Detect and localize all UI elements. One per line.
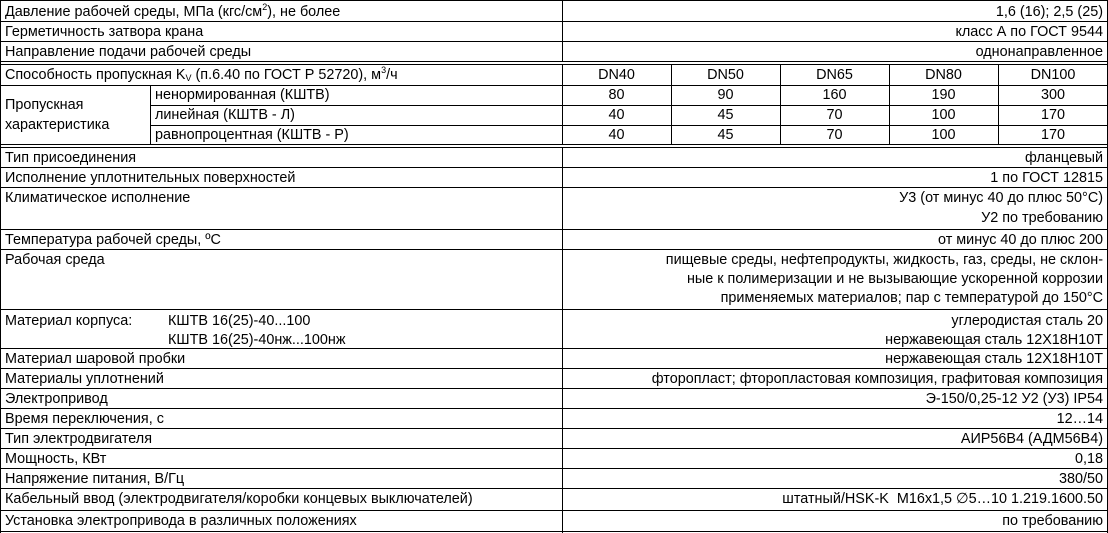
pressure-label: Давление рабочей среды, МПа $(кгс/см^2)$, не более (5, 2, 341, 20)
power-label: Мощность, КВт (5, 451, 107, 467)
table-rule (0, 187, 1108, 188)
table-rule (0, 61, 1108, 62)
kv-value: 100 (931, 107, 956, 123)
cable-entry-value: штатный/HSK-K M16x1,5 ∅5…10 1.219.1600.50 (782, 491, 1103, 507)
medium-value: ные к полимеризации и не вызывающие ускоренной коррозии (686, 271, 1103, 287)
pressure-value: 1,6 (16); 2,5 (25) (995, 4, 1103, 20)
table-rule (0, 147, 1108, 148)
table-rule (671, 64, 672, 145)
table-rule (150, 85, 151, 145)
sealing-surfaces-label: Исполнение уплотнительных поверхностей (5, 170, 296, 186)
kv-value: 100 (931, 127, 956, 143)
table-rule (0, 21, 1108, 22)
table-rule (0, 531, 1108, 532)
voltage-value: 380/50 (1058, 471, 1103, 487)
tightness-label: Герметичность затвора крана (5, 24, 204, 40)
kv-value: 70 (826, 107, 843, 123)
table-rule (0, 428, 1108, 429)
kv-value: 80 (608, 87, 625, 103)
kv-value: 70 (826, 127, 843, 143)
table-rule (0, 229, 1108, 230)
table-rule (0, 348, 1108, 349)
motor-type-value: АИР56В4 (АДМ56В4) (960, 431, 1103, 447)
table-rule (0, 488, 1108, 489)
table-rule (889, 64, 890, 145)
characteristic-label: Пропускная характеристика (5, 97, 110, 133)
power-value: 0,18 (1074, 451, 1103, 467)
table-rule (0, 249, 1108, 250)
table-rule (998, 64, 999, 145)
medium-value: пищевые среды, нефтепродукты, жидкость, газ, среды, не склон- (665, 252, 1103, 268)
body-material-model: КШТВ 16(25)-40...100 (168, 313, 311, 329)
table-rule (0, 309, 1108, 310)
connection-value: фланцевый (1025, 150, 1103, 166)
table-rule (0, 388, 1108, 389)
dn-header: DN65 (816, 67, 853, 83)
medium-value: применяемых материалов; пар с температурой до 150°С (720, 290, 1103, 306)
kv-value: 40 (608, 127, 625, 143)
characteristic-type-label: линейная (КШТВ - Л) (155, 107, 295, 123)
table-rule (562, 147, 563, 533)
characteristic-type-label: ненормированная (КШТВ) (155, 87, 330, 103)
kv-value: 40 (608, 107, 625, 123)
kv-value: 45 (717, 107, 734, 123)
kv-value: 170 (1040, 107, 1065, 123)
characteristic-type-label: равнопроцентная (КШТВ - Р) (155, 127, 349, 143)
table-rule (562, 0, 563, 62)
table-rule (780, 64, 781, 145)
temperature-value: от минус 40 до плюс 200 (938, 232, 1103, 248)
dn-header: DN100 (1030, 67, 1076, 83)
climatic-label: Климатическое исполнение (5, 190, 191, 206)
table-rule (0, 408, 1108, 409)
motor-type-label: Тип электродвигателя (5, 431, 152, 447)
table-rule (150, 105, 1108, 106)
climatic-value: У3 (от минус 40 до плюс 50°С) (899, 190, 1103, 206)
kv-value: 160 (822, 87, 847, 103)
table-rule (0, 368, 1108, 369)
connection-label: Тип присоединения (5, 150, 137, 166)
actuator-label: Электропривод (5, 391, 108, 407)
kv-value: 90 (717, 87, 734, 103)
table-rule (0, 144, 1108, 145)
body-material-label: Материал корпуса: (5, 313, 133, 329)
table-rule (0, 64, 1108, 65)
table-rule (562, 64, 563, 145)
table-rule (0, 448, 1108, 449)
sealing-surfaces-value: 1 по ГОСТ 12815 (990, 170, 1103, 186)
dn-header: DN80 (925, 67, 962, 83)
seal-materials-value: фторопласт; фторопластовая композиция, графитовая композиция (651, 371, 1103, 387)
table-rule (0, 0, 1, 533)
kv-value: 300 (1040, 87, 1065, 103)
table-rule (0, 167, 1108, 168)
dn-header: DN50 (707, 67, 744, 83)
positions-value: по требованию (1002, 513, 1103, 529)
kv-value: 190 (931, 87, 956, 103)
climatic-value: У2 по требованию (981, 210, 1103, 226)
body-material-value: углеродистая сталь 20 (951, 313, 1103, 329)
positions-label: Установка электропривода в различных положениях (5, 513, 357, 529)
seal-materials-label: Материалы уплотнений (5, 371, 164, 387)
table-rule (0, 510, 1108, 511)
switch-time-value: 12…14 (1056, 411, 1103, 427)
table-rule (0, 41, 1108, 42)
kv-value: 170 (1040, 127, 1065, 143)
tightness-value: класс А по ГОСТ 9544 (955, 24, 1103, 40)
table-rule (0, 85, 1108, 86)
table-rule (0, 0, 1108, 1)
table-rule (0, 468, 1108, 469)
ball-material-value: нержавеющая сталь 12Х18Н10Т (885, 351, 1103, 367)
capacity-label: Способность пропускная $K_V$ (п.6.40 по ГОСТ Р 52720), $м^3/ч$ (5, 65, 398, 83)
body-material-model: КШТВ 16(25)-40нж...100нж (168, 332, 346, 348)
temperature-label: Температура рабочей среды, ºС (5, 232, 221, 248)
kv-value: 45 (717, 127, 734, 143)
ball-material-label: Материал шаровой пробки (5, 351, 186, 367)
flow-direction-label: Направление подачи рабочей среды (5, 44, 252, 60)
actuator-value: Э-150/0,25-12 У2 (У3) IP54 (925, 391, 1103, 407)
medium-label: Рабочая среда (5, 252, 105, 268)
dn-header: DN40 (598, 67, 635, 83)
body-material-value: нержавеющая сталь 12Х18Н10Т (885, 332, 1103, 348)
voltage-label: Напряжение питания, В/Гц (5, 471, 185, 487)
flow-direction-value: однонаправленное (975, 44, 1103, 60)
cable-entry-label: Кабельный ввод (электродвигателя/коробки концевых выключателей) (5, 491, 473, 507)
switch-time-label: Время переключения, с (5, 411, 164, 427)
table-rule (150, 125, 1108, 126)
